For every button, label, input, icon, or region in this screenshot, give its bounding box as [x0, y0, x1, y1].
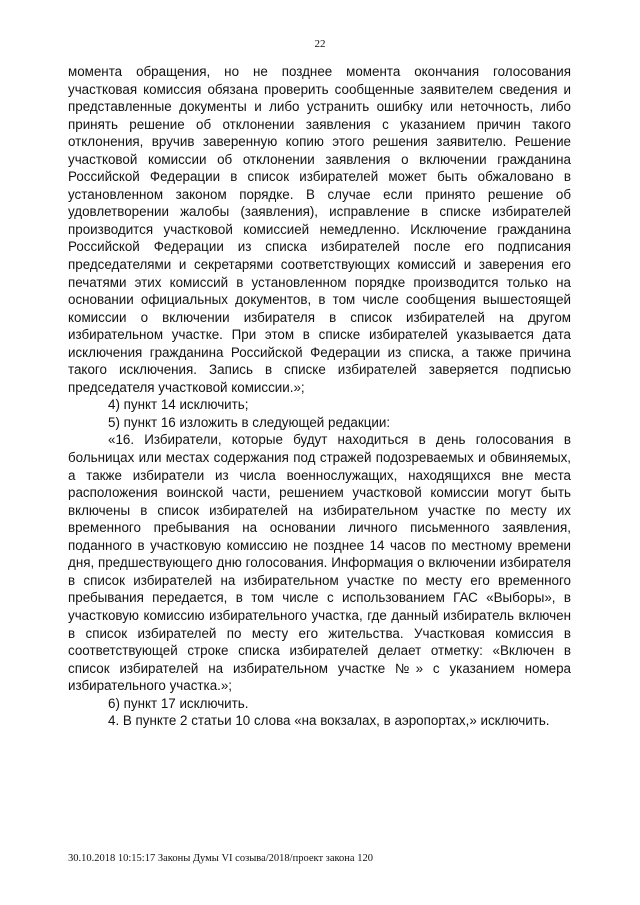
- paragraph-item-4: 4) пункт 14 исключить;: [108, 397, 249, 413]
- document-footer: 30.10.2018 10:15:17 Законы Думы VI созыва/2018/проект закона 120: [68, 853, 373, 864]
- paragraph-item-5: 5) пункт 16 изложить в следующей редакции:: [108, 414, 391, 430]
- document-body: [68, 63, 571, 730]
- paragraph-item-6: 6) пункт 17 исключить.: [108, 695, 249, 711]
- page-number: 22: [314, 38, 326, 50]
- paragraph-continuation: момента обращения, но не позднее момента окончания голосования участковая комиссия обязана проверить сообщенные заявителем сведения и представленные документы и либо устранить ошибку или неточность, либо принять решение об отклонении заявления с указанием причин такого отклонения, вручив заверенную копию этого решения заявителю. Решение участковой комиссии об отклонении заявления о включении гражданина Российской Федерации в список избирателей может быть обжаловано в установленном законом порядке. В случае если принято решение об удовлетворении жалобы (заявления), исправление в списке избирателей производится участковой комиссией немедленно. Исключение гражданина Российской Федерации из списка избирателей после его подписания председателями и секретарями соответствующих комиссий и заверения его печатями этих комиссий в установленном порядке производится только на основании официальных документов, в том числе сообщения вышестоящей комиссии о включении избирателя в список избирателей на другом избирательном участке. При этом в списке избирателей указывается дата исключения гражданина Российской Федерации из списка, а также причина такого исключения. Запись в списке избирателей заверяется подписью председателя участковой комиссии.»;: [68, 64, 571, 395]
- paragraph-section-4: 4. В пункте 2 статьи 10 слова «на вокзалах, в аэропортах,» исключить.: [108, 713, 550, 729]
- paragraph-point-16: «16. Избиратели, которые будут находиться в день голосования в больницах или местах содержания под стражей подозреваемых и обвиняемых, а также избиратели из числа военнослужащих, находящихся вне места расположения воинской части, решением участковой комиссии могут быть включены в список избирателей на избирательном участке по месту их временного пребывания на основании личного письменного заявления, поданного в участковую комиссию не позднее 14 часов по местному времени дня, предшествующего дню голосования. Информация о включении избирателя в список избирателей на избирательном участке по месту его временного пребывания передается, в том числе с использованием ГАС «Выборы», в участковую комиссию избирательного участка, где данный избиратель включен в список избирателей по месту его жительства. Участковая комиссия в соответствующей строке списка избирателей делает отметку: «Включен в список избирателей на избирательном участке №» с указанием номера избирательного участка.»;: [68, 432, 571, 694]
